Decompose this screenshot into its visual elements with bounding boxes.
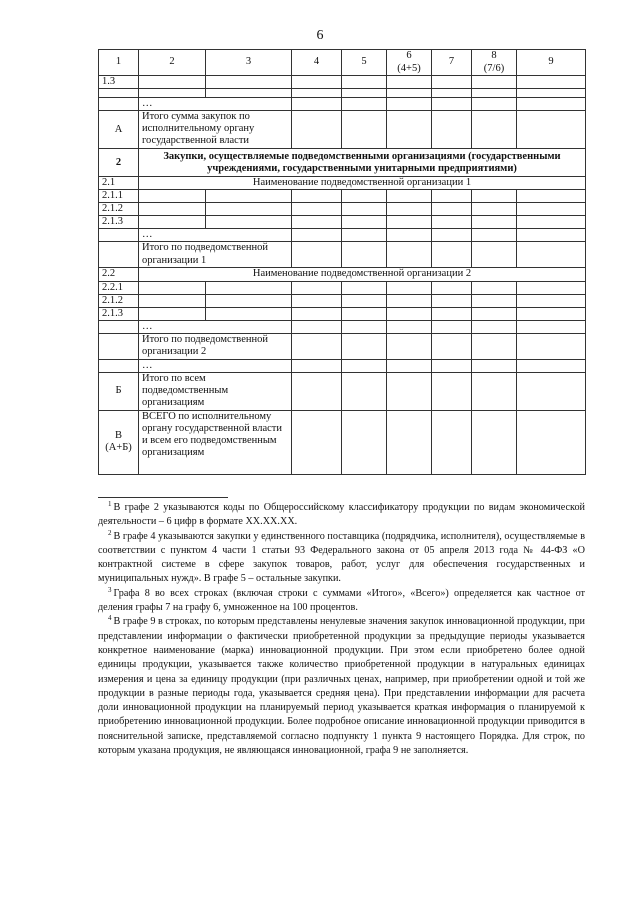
col-header-7: 7 — [432, 50, 472, 76]
row-code — [99, 410, 139, 474]
row-code: 2.1.3 — [99, 307, 139, 320]
row-code-formula: (А+Б) — [105, 442, 132, 454]
table-header-row — [99, 50, 586, 76]
total-org-1: Итого по подведомственной организации 1 — [139, 242, 292, 268]
table-row — [99, 76, 586, 89]
footnote-marker: 2 — [108, 528, 112, 537]
table-row — [99, 320, 586, 333]
footnote-marker: 4 — [108, 614, 112, 623]
table-row — [99, 216, 586, 229]
row-code: 2.2 — [99, 268, 139, 281]
ellipsis: … — [139, 229, 292, 242]
col-header-8 — [472, 50, 517, 76]
org-name: Наименование подведомственной организации 2 — [139, 268, 586, 281]
page-number: 6 — [316, 28, 324, 43]
col-header-8-num: 8 — [491, 50, 497, 62]
row-code-letter: В — [114, 430, 122, 442]
table-row — [99, 229, 586, 242]
row-code: 2.1.2 — [99, 294, 139, 307]
row-code: 2.1.3 — [99, 216, 139, 229]
ellipsis: … — [139, 98, 292, 111]
footnote-1 — [98, 501, 585, 530]
table-row — [99, 203, 586, 216]
table-row — [99, 98, 586, 111]
table-row — [99, 359, 586, 372]
footnote-3 — [98, 587, 585, 616]
total-all-orgs: Итого по всем подведомственным организациям — [139, 372, 292, 410]
row-code: Б — [99, 372, 139, 410]
row-code: 2.2.1 — [99, 281, 139, 294]
col-header-4: 4 — [292, 50, 342, 76]
grand-total: ВСЕГО по исполнительному органу государственной власти и всем его подведомственным организациям — [139, 410, 292, 474]
row-code: 2.1.2 — [99, 203, 139, 216]
table-row — [99, 333, 586, 359]
footnote-divider — [98, 497, 228, 498]
procurement-table — [98, 49, 586, 475]
section-row — [99, 149, 586, 177]
col-header-6-num: 6 — [406, 50, 412, 62]
row-code: 2.1.1 — [99, 190, 139, 203]
col-header-9: 9 — [517, 50, 586, 76]
row-code: 2.1 — [99, 177, 139, 190]
col-header-3: 3 — [206, 50, 292, 76]
table-row — [99, 89, 586, 98]
col-header-2: 2 — [139, 50, 206, 76]
footnote-text: Графа 8 во всех строках (включая строки с суммами «Итого», «Всего») определяется как частное от деления графы 7 на графу 6, умноженное на 100 процентов. — [98, 587, 585, 614]
footnote-text: В графе 2 указываются коды по Общероссийскому классификатору продукции по видам экономической деятельности – 6 цифр в формате XX.XX.XX. — [98, 502, 585, 528]
table-row — [99, 281, 586, 294]
ellipsis: … — [139, 359, 292, 372]
total-executive-body: Итого сумма закупок по исполнительному органу государственной власти — [139, 111, 292, 149]
footnote-4 — [98, 615, 585, 758]
col-header-6 — [387, 50, 432, 76]
footnote-text: В графе 4 указываются закупки у единственного поставщика (подрядчика, исполнителя), осуществляемые в соответствии с пунктом 4 части 1 статьи 93 Федерального закона от 05 апреля 2013 года № 44-ФЗ «О контрактной системе в сфере закупок товаров, работ, услуг для обеспечения государственных и муниципальных нужд». В графе 5 – остальные закупки. — [98, 530, 585, 585]
footnote-text: В графе 9 в строках, по которым представлены ненулевые значения закупок инновационной продукции, при представлении информации о фактически приобретенной продукции за предыдущие периоды указывается конкретное наименование (марка) инновационной продукции. При этом если приобретено более одной единицы продукции, указывается также количество приобретенной продукции в натуральных единицах измерения и цена за единицу продукции (при различных ценах, например, при приобретении одной и той же продукции в разные периоды года, указывается средняя цена). При представлении информации для расчета доли инновационной продукции на планируемый период указывается краткая информация о планируемой к приобретению инновационной продукции. Более подробное описание инновационной продукции приводится в пояснительной записке, представляемой согласно подпункту 1 пункта 9 настоящего Порядка. Для строк, по которым указана продукция, не являющаяся инновационной, графа 9 не заполняется. — [98, 616, 585, 757]
total-org-2: Итого по подведомственной организации 2 — [139, 333, 292, 359]
table-row — [99, 294, 586, 307]
section-number: 2 — [99, 149, 139, 177]
footnote-2 — [98, 530, 585, 587]
ellipsis: … — [139, 320, 292, 333]
org-row — [99, 177, 586, 190]
col-header-5: 5 — [342, 50, 387, 76]
section-title: Закупки, осуществляемые подведомственными организациями (государственными учреждениями, государственными унитарными предприятиями) — [139, 149, 586, 177]
table-row — [99, 190, 586, 203]
table-row — [99, 242, 586, 268]
col-header-6-formula: (4+5) — [397, 62, 421, 74]
col-header-1: 1 — [99, 50, 139, 76]
footnote-marker: 1 — [108, 500, 112, 508]
org-row — [99, 268, 586, 281]
col-header-8-formula: (7/6) — [483, 62, 505, 74]
org-name: Наименование подведомственной организации 1 — [139, 177, 586, 190]
footnotes — [98, 501, 585, 758]
row-code: А — [99, 111, 139, 149]
table-row — [99, 372, 586, 410]
table-row — [99, 111, 586, 149]
footnote-marker: 3 — [108, 585, 112, 594]
row-code: 1.3 — [99, 76, 139, 89]
table-row — [99, 307, 586, 320]
table-row — [99, 410, 586, 474]
